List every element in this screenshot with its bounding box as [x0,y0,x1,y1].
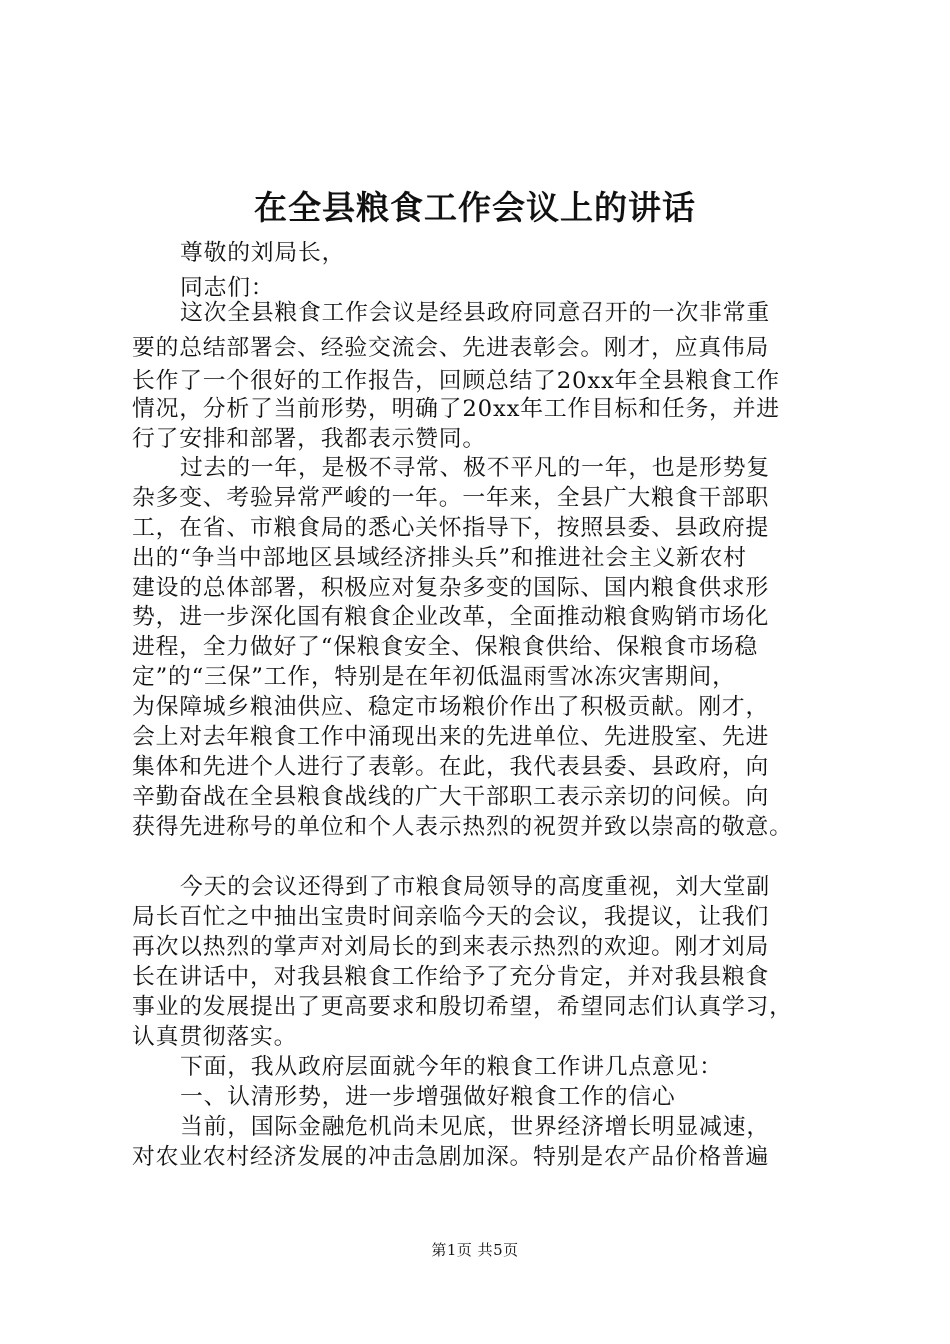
paragraph-line: 认真贯彻落实。 [132,1024,298,1050]
paragraph-line: 获得先进称号的单位和个人表示热烈的祝贺并致以崇高的敬意。 [132,814,793,840]
paragraph-line: 建设的总体部署，积极应对复杂多变的国际、国内粮食供求形 [132,575,770,601]
paragraph-line: 下面，我从政府层面就今年的粮食工作讲几点意见： [180,1054,723,1080]
paragraph-line: 定”的“三保”工作，特别是在年初低温雨雪冰冻灾害期间， [132,664,736,690]
document-title: 在全县粮食工作会议上的讲话 [254,188,696,227]
paragraph-line: 事业的发展提出了更高要求和殷切希望，希望同志们认真学习， [132,994,793,1020]
salutation-line: 尊敬的刘局长， [180,240,346,266]
paragraph-line: 情况，分析了当前形势，明确了20xx年工作目标和任务，并进 [132,396,780,422]
paragraph-line: 今天的会议还得到了市粮食局领导的高度重视，刘大堂副 [180,874,770,900]
paragraph-line: 会上对去年粮食工作中涌现出来的先进单位、先进股室、先进 [132,724,770,750]
salutation-line: 同志们： [180,275,275,301]
paragraph-line: 长作了一个很好的工作报告，回顾总结了20xx年全县粮食工作 [132,368,780,394]
paragraph-line: 势，进一步深化国有粮食企业改革，全面推动粮食购销市场化 [132,604,770,630]
paragraph-line: 集体和先进个人进行了表彰。在此，我代表县委、县政府，向 [132,754,770,780]
paragraph-line: 进程，全力做好了“保粮食安全、保粮食供给、保粮食市场稳 [132,634,758,660]
paragraph-line: 再次以热烈的掌声对刘局长的到来表示热烈的欢迎。刚才刘局 [132,934,770,960]
paragraph-line: 长在讲话中，对我县粮食工作给予了充分肯定，并对我县粮食 [132,964,770,990]
paragraph-line: 杂多变、考验异常严峻的一年。一年来，全县广大粮食干部职 [132,485,770,511]
paragraph-line: 行了安排和部署，我都表示赞同。 [132,426,486,452]
paragraph-line: 局长百忙之中抽出宝贵时间亲临今天的会议，我提议，让我们 [132,904,770,930]
paragraph-line: 工，在省、市粮食局的悉心关怀指导下，按照县委、县政府提 [132,515,770,541]
paragraph-line: 出的“争当中部地区县域经济排头兵”和推进社会主义新农村 [132,545,747,571]
paragraph-line: 过去的一年，是极不寻常、极不平凡的一年，也是形势复 [180,455,770,481]
paragraph-line: 为保障城乡粮油供应、稳定市场粮价作出了积极贡献。刚才， [132,694,770,720]
paragraph-line: 当前，国际金融危机尚未见底，世界经济增长明显减速， [180,1114,770,1140]
section-heading: 一、认清形势，进一步增强做好粮食工作的信心 [180,1084,676,1110]
paragraph-line: 这次全县粮食工作会议是经县政府同意召开的一次非常重 [180,300,770,326]
page-footer: 第1页 共5页 [431,1241,519,1259]
paragraph-line: 要的总结部署会、经验交流会、先进表彰会。刚才，应真伟局 [132,335,770,361]
paragraph-line: 辛勤奋战在全县粮食战线的广大干部职工表示亲切的问候。向 [132,784,770,810]
paragraph-line: 对农业农村经济发展的冲击急剧加深。特别是农产品价格普遍 [132,1144,770,1170]
